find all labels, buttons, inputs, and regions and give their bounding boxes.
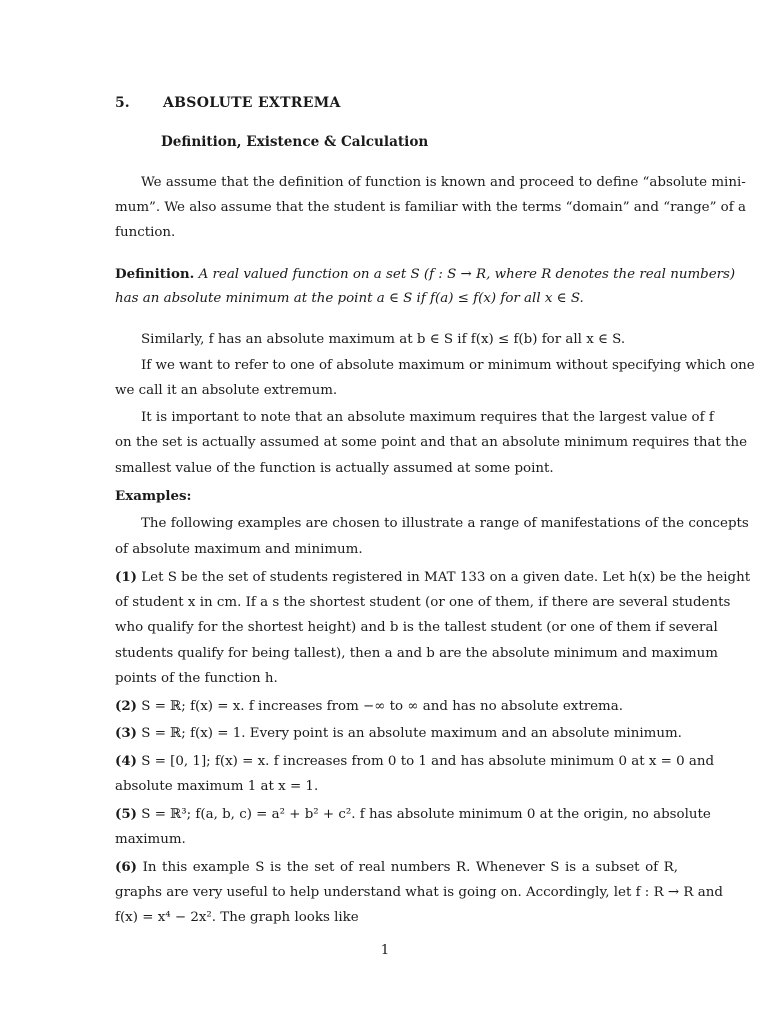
example-number: (4) — [115, 753, 137, 769]
example-text: S = ℝ³; f(a, b, c) = a² + b² + c². f has absolute minimum 0 at the origin, no absolute — [141, 807, 711, 822]
extremum-line: we call it an absolute extremum. — [115, 383, 338, 398]
example-4-line: absolute maximum 1 at x = 1. — [115, 779, 319, 794]
example-6 — [115, 858, 678, 877]
example-text: S = [0, 1]; f(x) = x. f increases from 0 to 1 and has absolute minimum 0 at x = 0 and — [141, 754, 715, 769]
section-title: ABSOLUTE EXTREMA — [163, 95, 341, 111]
example-1-line: of student x in cm. If a s the shortest student (or one of them, if there are several students — [115, 595, 731, 610]
important-line: smallest value of the function is actually assumed at some point. — [115, 461, 554, 476]
examples-intro-line: of absolute maximum and minimum. — [115, 542, 363, 557]
example-text: S = ℝ; f(x) = x. f increases from −∞ to ∞ and has no absolute extrema. — [141, 699, 623, 714]
extremum-line: If we want to refer to one of absolute maximum or minimum without specifying which one — [141, 358, 755, 373]
example-3 — [115, 724, 682, 743]
similarly-paragraph: Similarly, f has an absolute maximum at b ∈ S if f(x) ≤ f(b) for all x ∈ S. — [141, 332, 626, 347]
example-number: (5) — [115, 806, 137, 822]
definition-line: has an absolute minimum at the point a ∈ S if f(a) ≤ f(x) for all x ∈ S. — [115, 291, 584, 306]
definition-line — [115, 265, 736, 284]
example-text: S = ℝ; f(x) = 1. Every point is an absolute maximum and an absolute minimum. — [141, 726, 682, 741]
subsection-title: Definition, Existence & Calculation — [161, 134, 429, 150]
definition-label: Definition. — [115, 266, 195, 282]
examples-intro-line: The following examples are chosen to illustrate a range of manifestations of the concepts — [141, 516, 749, 531]
section-number: 5. — [115, 95, 130, 111]
example-6-line: f(x) = x⁴ − 2x². The graph looks like — [115, 910, 359, 925]
examples-heading: Examples: — [115, 488, 192, 504]
intro-line: mum”. We also assume that the student is familiar with the terms “domain” and “range” of a — [115, 200, 746, 215]
example-4 — [115, 752, 715, 771]
page-number: 1 — [380, 943, 390, 958]
example-1 — [115, 568, 751, 587]
definition-text: A real valued function on a set S (f : S → R, where R denotes the real numbers) — [198, 267, 736, 282]
example-number: (1) — [115, 569, 137, 585]
example-number: (2) — [115, 698, 137, 714]
example-1-line: points of the function h. — [115, 671, 278, 686]
example-text: Let S be the set of students registered in MAT 133 on a given date. Let h(x) be the height — [141, 570, 751, 585]
intro-line: function. — [115, 225, 176, 240]
example-number: (3) — [115, 725, 137, 741]
example-5-line: maximum. — [115, 832, 186, 847]
example-2 — [115, 697, 623, 716]
important-line: It is important to note that an absolute maximum requires that the largest value of f — [141, 410, 714, 425]
example-6-line: graphs are very useful to help understand what is going on. Accordingly, let f : R → R and — [115, 885, 723, 900]
example-1-line: who qualify for the shortest height) and b is the tallest student (or one of them if several — [115, 620, 718, 635]
intro-line: We assume that the definition of function is known and proceed to define “absolute mini- — [141, 175, 746, 190]
example-number: (6) — [115, 859, 137, 875]
example-1-line: students qualify for being tallest), then a and b are the absolute minimum and maximum — [115, 646, 718, 661]
example-5 — [115, 805, 711, 824]
important-line: on the set is actually assumed at some point and that an absolute minimum requires that the — [115, 435, 748, 450]
example-text: In this example S is the set of real numbers R. Whenever S is a subset of R, — [142, 860, 678, 875]
